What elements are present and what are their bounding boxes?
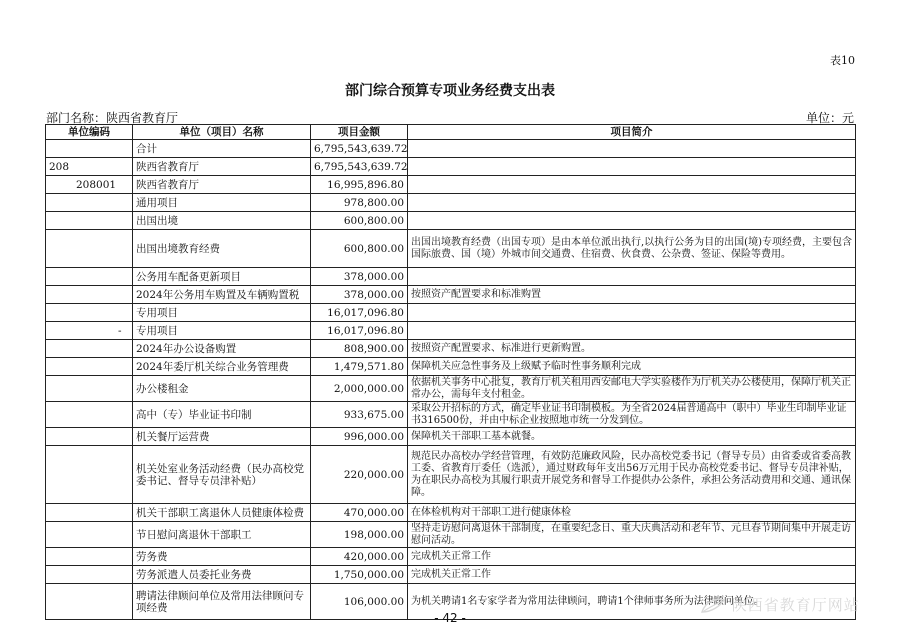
description-cell	[408, 212, 856, 230]
unit-code-cell	[46, 522, 133, 548]
page-title: 部门综合预算专项业务经费支出表	[345, 83, 555, 99]
table-row	[46, 212, 856, 230]
description-cell: 完成机关正常工作	[408, 548, 856, 566]
header-project-name: 单位（项目）名称	[133, 125, 311, 140]
table-row	[46, 566, 856, 584]
amount-cell: 198,000.00	[311, 522, 408, 548]
description-cell: 按照资产配置要求、标准进行更新购置。	[408, 340, 856, 358]
description-cell: 坚持走访慰问离退休干部制度，在重要纪念日、重大庆典活动和老年节、元旦春节期间集中开展走访慰问活动。	[408, 522, 856, 548]
amount-cell: 16,995,896.80	[311, 176, 408, 194]
table-row	[46, 268, 856, 286]
description-cell	[408, 158, 856, 176]
unit-code-cell: 208	[46, 158, 133, 176]
unit-code-cell	[46, 268, 133, 286]
unit-code-cell	[46, 376, 133, 402]
table-row	[46, 358, 856, 376]
amount-cell: 378,000.00	[311, 268, 408, 286]
description-cell: 保障机关应急性事务及上级赋予临时性事务顺利完成	[408, 358, 856, 376]
project-name-cell: 陕西省教育厅	[133, 176, 311, 194]
description-cell: 完成机关正常工作	[408, 566, 856, 584]
amount-cell: 933,675.00	[311, 402, 408, 428]
unit-code-cell: 208001	[46, 176, 133, 194]
amount-cell: 600,800.00	[311, 230, 408, 268]
unit-code-cell	[46, 230, 133, 268]
project-name-cell: 陕西省教育厅	[133, 158, 311, 176]
project-name-cell: 机关干部职工离退休人员健康体检费	[133, 504, 311, 522]
table-row	[46, 322, 856, 340]
table-row	[46, 176, 856, 194]
amount-cell: 978,800.00	[311, 194, 408, 212]
table-row	[46, 376, 856, 402]
department-label: 部门名称：陕西省教育厅	[46, 111, 179, 125]
table-row	[46, 140, 856, 158]
unit-code-cell	[46, 428, 133, 446]
header-description: 项目简介	[408, 125, 856, 140]
project-name-cell: 出国出境	[133, 212, 311, 230]
table-number: 表10	[830, 54, 855, 67]
table-row	[46, 548, 856, 566]
project-name-cell: 2024年委厅机关综合业务管理费	[133, 358, 311, 376]
amount-cell: 2,000,000.00	[311, 376, 408, 402]
unit-code-cell	[46, 446, 133, 504]
description-cell	[408, 176, 856, 194]
description-cell: 规范民办高校办学经营管理，有效防范廉政风险，民办高校党委书记（督导专员）由省委或省委高教工委、省教育厅委任（选派），通过财政每年支出56万元用于民办高校党委书记、督导专员津补贴，为在职民办高校为其履行职责开展党务和督导工作提供办公条件，承担公务活动费用和交通、通讯保障。	[408, 446, 856, 504]
unit-code-cell	[46, 212, 133, 230]
project-name-cell: 通用项目	[133, 194, 311, 212]
amount-cell: 1,750,000.00	[311, 566, 408, 584]
project-name-cell: 劳务费	[133, 548, 311, 566]
description-cell	[408, 194, 856, 212]
project-name-cell: 出国出境教育经费	[133, 230, 311, 268]
header-amount: 项目金额	[311, 125, 408, 140]
unit-code-cell	[46, 504, 133, 522]
table-row	[46, 402, 856, 428]
amount-cell: 420,000.00	[311, 548, 408, 566]
project-name-cell: 2024年办公设备购置	[133, 340, 311, 358]
unit-code-cell	[46, 194, 133, 212]
description-cell: 依据机关事务中心批复，教育厅机关租用西安邮电大学实验楼作为厅机关办公楼使用，保障厅机关正常办公，需每年支付租金。	[408, 376, 856, 402]
project-name-cell: 专用项目	[133, 304, 311, 322]
amount-cell: 996,000.00	[311, 428, 408, 446]
unit-code-cell	[46, 358, 133, 376]
table-body	[46, 140, 856, 620]
table-row	[46, 286, 856, 304]
page-number: - 42 -	[434, 611, 466, 625]
table-header-row	[46, 125, 856, 140]
amount-cell: 1,479,571.80	[311, 358, 408, 376]
project-name-cell: 高中（专）毕业证书印制	[133, 402, 311, 428]
amount-cell: 6,795,543,639.72	[311, 158, 408, 176]
project-name-cell: 专用项目	[133, 322, 311, 340]
watermark-text: 陕西省教育厅网站	[731, 596, 860, 614]
unit-code-cell	[46, 340, 133, 358]
header-unit-code: 单位编码	[46, 125, 133, 140]
project-name-cell: 办公楼租金	[133, 376, 311, 402]
table-row	[46, 230, 856, 268]
table-row	[46, 446, 856, 504]
project-name-cell: 劳务派遣人员委托业务费	[133, 566, 311, 584]
project-name-cell: 节日慰问离退休干部职工	[133, 522, 311, 548]
project-name-cell: 机关处室业务活动经费（民办高校党委书记、督导专员津补贴）	[133, 446, 311, 504]
description-cell: 为机关聘请1名专家学者为常用法律顾问，聘请1个律师事务所为法律顾问单位。	[408, 584, 856, 620]
table-row	[46, 304, 856, 322]
unit-code-cell: -	[46, 322, 133, 340]
amount-cell: 6,795,543,639.72	[311, 140, 408, 158]
unit-code-cell	[46, 566, 133, 584]
description-cell: 在体检机构对干部职工进行健康体检	[408, 504, 856, 522]
table-row	[46, 504, 856, 522]
amount-cell: 16,017,096.80	[311, 304, 408, 322]
unit-code-cell	[46, 140, 133, 158]
amount-cell: 106,000.00	[311, 584, 408, 620]
unit-code-cell	[46, 286, 133, 304]
amount-cell: 470,000.00	[311, 504, 408, 522]
project-name-cell: 合计	[133, 140, 311, 158]
unit-code-cell	[46, 304, 133, 322]
description-cell: 保障机关干部职工基本就餐。	[408, 428, 856, 446]
table-row	[46, 194, 856, 212]
description-cell	[408, 140, 856, 158]
table-row	[46, 428, 856, 446]
description-cell	[408, 304, 856, 322]
description-cell	[408, 322, 856, 340]
table-row	[46, 340, 856, 358]
table-row	[46, 158, 856, 176]
unit-label: 单位：元	[805, 111, 854, 125]
description-cell	[408, 268, 856, 286]
unit-code-cell	[46, 548, 133, 566]
amount-cell: 600,800.00	[311, 212, 408, 230]
amount-cell: 16,017,096.80	[311, 322, 408, 340]
unit-code-cell	[46, 402, 133, 428]
amount-cell: 220,000.00	[311, 446, 408, 504]
amount-cell: 808,900.00	[311, 340, 408, 358]
project-name-cell: 2024年公务用车购置及车辆购置税	[133, 286, 311, 304]
project-name-cell: 机关餐厅运营费	[133, 428, 311, 446]
table-row	[46, 522, 856, 548]
description-cell: 采取公开招标的方式，确定毕业证书印制模板。为全省2024届普通高中（职中）毕业生印制毕业证书316500份，并由中标企业按照地市统一分发到位。	[408, 402, 856, 428]
project-name-cell: 聘请法律顾问单位及常用法律顾问专项经费	[133, 584, 311, 620]
budget-table	[45, 124, 856, 620]
project-name-cell: 公务用车配备更新项目	[133, 268, 311, 286]
description-cell: 按照资产配置要求和标准购置	[408, 286, 856, 304]
amount-cell: 378,000.00	[311, 286, 408, 304]
description-cell: 出国出境教育经费（出国专项）是由本单位派出执行,以执行公务为目的出国(境)专项经费，主要包含国际旅费、国（境）外城市间交通费、住宿费、伙食费、公杂费、签证、保险等费用。	[408, 230, 856, 268]
